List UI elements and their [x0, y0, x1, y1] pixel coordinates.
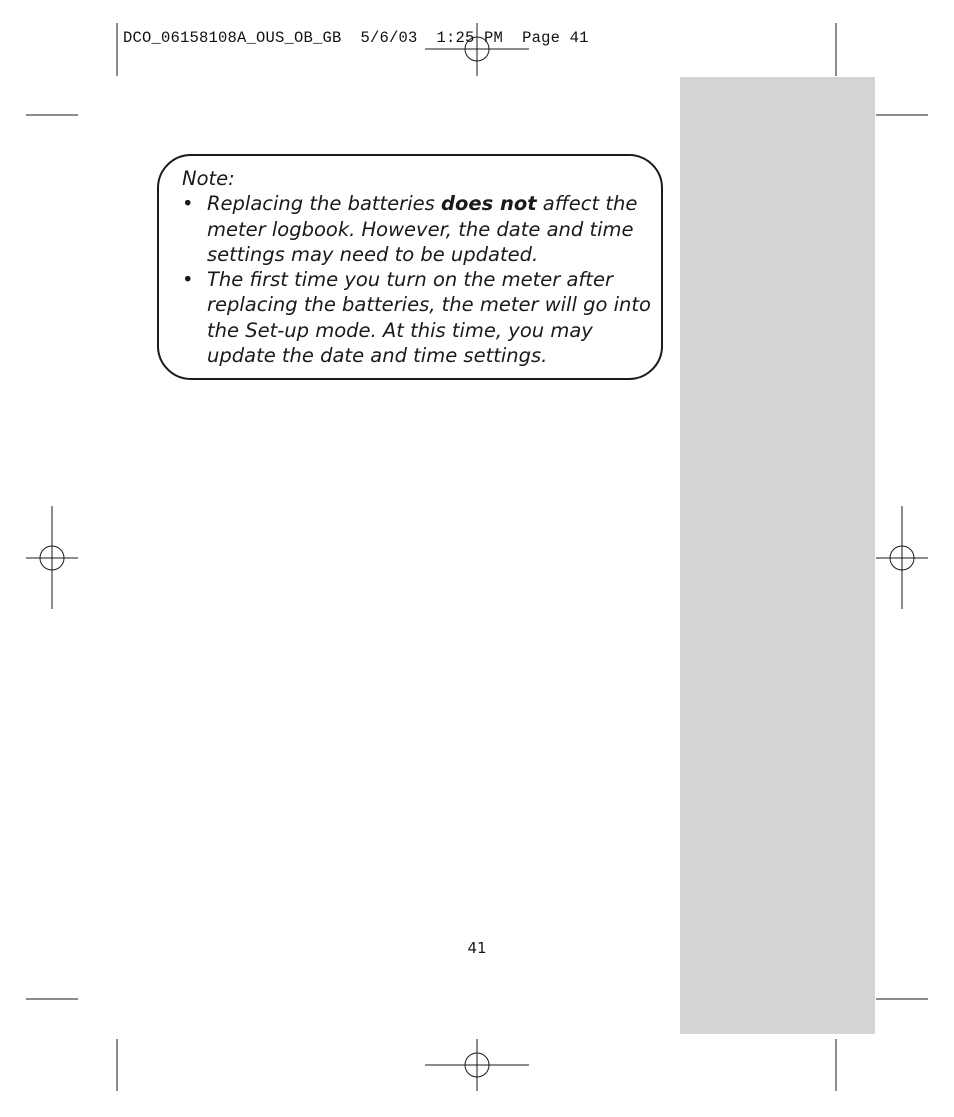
note-title: Note: [182, 167, 235, 190]
note-text: Replacing the batteries [207, 192, 441, 216]
note-content [182, 166, 652, 368]
note-text: The first time you turn on the meter after replacing the batteries, the meter will go into the Set-up mode. At this time, you may update the date and time settings. [207, 268, 651, 368]
page-number: 41 [467, 939, 487, 957]
note-bullet-list [182, 191, 652, 368]
note-bullet-item [182, 267, 652, 368]
bullet-icon: • [182, 192, 194, 216]
note-text: affect the meter logbook. However, the date and time settings may need to be updated. [207, 192, 638, 266]
print-slug-header: DCO_06158108A_OUS_OB_GB 5/6/03 1:25 PM Page 41 [123, 29, 589, 47]
note-emphasis: does not [440, 192, 537, 216]
bullet-icon: • [182, 268, 194, 292]
note-bullet-item [182, 191, 652, 267]
